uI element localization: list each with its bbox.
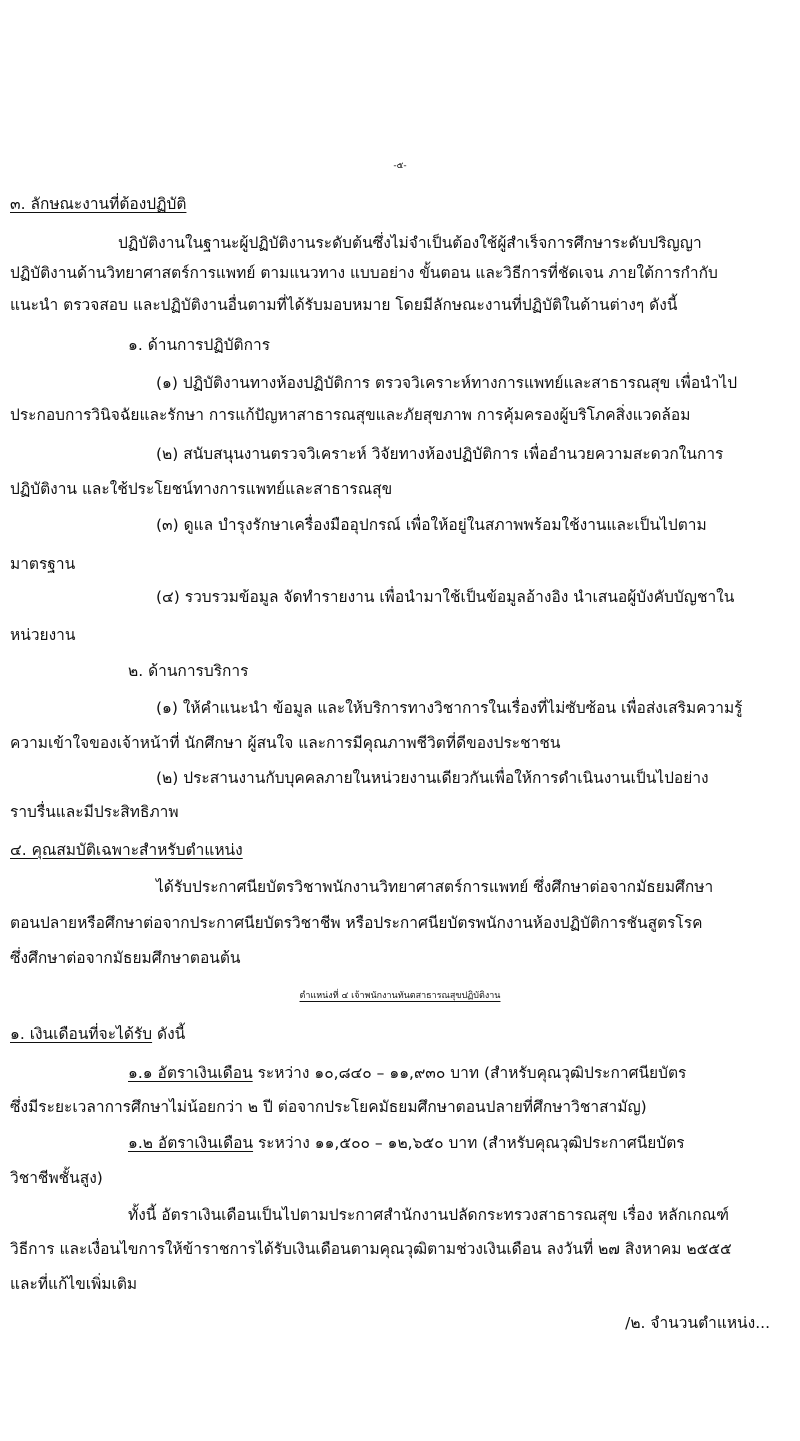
- sub1-item1-line2: ประกอบการวินิจฉัยและรักษา การแก้ปัญหาสาธารณสุขและภัยสุขภาพ การคุ้มครองผู้บริโภคสิ่งแวดล้อม: [10, 406, 691, 424]
- sub1-item4-line2: หน่วยงาน: [10, 626, 76, 644]
- section4-line1: ได้รับประกาศนียบัตรวิชาพนักงานวิทยาศาสตร์การแพทย์ ซึ่งศึกษาต่อจากมัธยมศึกษา: [156, 878, 714, 896]
- rate1-rest: ระหว่าง ๑๐,๘๔๐ – ๑๑,๙๓๐ บาท (สำหรับคุณวุฒิประกาศนียบัตร: [252, 1064, 687, 1082]
- sub2-item2-line1: (๒) ประสานงานกับบุคคลภายในหน่วยงานเดียวกันเพื่อให้การดำเนินงานเป็นไปอย่าง: [156, 769, 709, 787]
- section4-line2: ตอนปลายหรือศึกษาต่อจากประกาศนียบัตรวิชาชีพ หรือประกาศนียบัตรพนักงานห้องปฏิบัติการชันสูตรโรค: [10, 914, 703, 932]
- rate2-line2: วิชาชีพชั้นสูง): [10, 1169, 103, 1187]
- rate1-line2: ซึ่งมีระยะเวลาการศึกษาไม่น้อยกว่า ๒ ปี ต่อจากประโยคมัธยมศึกษาตอนปลายที่ศึกษาวิชาสามัญ): [10, 1098, 647, 1116]
- sub2-item1-line1: (๑) ให้คำแนะนำ ข้อมูล และให้บริการทางวิชาการในเรื่องที่ไม่ซับซ้อน เพื่อส่งเสริมความรู้: [156, 699, 743, 717]
- salary-heading-line: [10, 1023, 185, 1045]
- position4-title: ตำแหน่งที่ ๔ เจ้าพนักงานทันตสาธารณสุขปฏิบัติงาน: [299, 991, 501, 1001]
- sub2-item2-line2: ราบรื่นและมีประสิทธิภาพ: [10, 803, 179, 821]
- sub1-item3-line1: (๓) ดูแล บำรุงรักษาเครื่องมืออุปกรณ์ เพื่อให้อยู่ในสภาพพร้อมใช้งานและเป็นไปตาม: [156, 516, 707, 534]
- salary-heading-tail: ดังนี้: [152, 1025, 186, 1043]
- section3-intro-line3: แนะนำ ตรวจสอบ และปฏิบัติงานอื่นตามที่ได้รับมอบหมาย โดยมีลักษณะงานที่ปฏิบัติในด้านต่างๆ ดังนี้: [10, 296, 678, 314]
- section3-intro-line2: ปฏิบัติงานด้านวิทยาศาสตร์การแพทย์ ตามแนวทาง แบบอย่าง ขั้นตอน และวิธีการที่ชัดเจน ภายใต้การกำกับ: [10, 264, 718, 282]
- section4-heading: ๔. คุณสมบัติเฉพาะสำหรับตำแหน่ง: [10, 841, 243, 859]
- rate1-label: ๑.๑ อัตราเงินเดือน: [128, 1064, 253, 1082]
- salary-heading: ๑. เงินเดือนที่จะได้รับ: [10, 1025, 153, 1043]
- rate2-line1: [128, 1132, 685, 1154]
- sub2-item1-line2: ความเข้าใจของเจ้าหน้าที่ นักศึกษา ผู้สนใจ และการมีคุณภาพชีวิตที่ดีของประชาชน: [10, 734, 561, 752]
- sub1-item4-line1: (๔) รวบรวมข้อมูล จัดทำรายงาน เพื่อนำมาใช้เป็นข้อมูลอ้างอิง นำเสนอผู้บังคับบัญชาใน: [156, 588, 735, 606]
- page-number: -๕-: [393, 161, 407, 171]
- sub2-heading: ๒. ด้านการบริการ: [128, 662, 249, 680]
- section4-line3: ซึ่งศึกษาต่อจากมัธยมศึกษาตอนต้น: [10, 949, 241, 967]
- note-line3: และที่แก้ไขเพิ่มเติม: [10, 1275, 138, 1293]
- rate1-line1: [128, 1062, 686, 1084]
- note-line2: วิธีการ และเงื่อนไขการให้ข้าราชการได้รับเงินเดือนตามคุณวุฒิตามช่วงเงินเดือน ลงวันที่ ๒๗ สิงหาคม ๒๕๕๕: [10, 1240, 732, 1258]
- sub1-item2-line1: (๒) สนับสนุนงานตรวจวิเคราะห์ วิจัยทางห้องปฏิบัติการ เพื่ออำนวยความสะดวกในการ: [156, 445, 724, 463]
- sub1-item1-line1: (๑) ปฏิบัติงานทางห้องปฏิบัติการ ตรวจวิเคราะห์ทางการแพทย์และสาธารณสุข เพื่อนำไป: [156, 374, 738, 392]
- sub1-item3-line2: มาตรฐาน: [10, 555, 76, 573]
- rate2-label: ๑.๒ อัตราเงินเดือน: [128, 1134, 254, 1152]
- sub1-item2-line2: ปฏิบัติงาน และใช้ประโยชน์ทางการแพทย์และสาธารณสุข: [10, 480, 393, 498]
- section3-intro-line1: ปฏิบัติงานในฐานะผู้ปฏิบัติงานระดับต้นซึ่งไม่จำเป็นต้องใช้ผู้สำเร็จการศึกษาระดับปริญญา: [118, 234, 702, 252]
- rate2-rest: ระหว่าง ๑๑,๕๐๐ – ๑๒,๖๕๐ บาท (สำหรับคุณวุฒิประกาศนียบัตร: [253, 1134, 685, 1152]
- note-line1: ทั้งนี้ อัตราเงินเดือนเป็นไปตามประกาศสำนักงานปลัดกระทรวงสาธารณสุข เรื่อง หลักเกณฑ์: [128, 1206, 729, 1224]
- section3-heading: ๓. ลักษณะงานที่ต้องปฏิบัติ: [10, 195, 187, 213]
- sub1-heading: ๑. ด้านการปฏิบัติการ: [128, 336, 271, 354]
- continued-marker: /๒. จำนวนตำแหน่ง...: [625, 1314, 770, 1332]
